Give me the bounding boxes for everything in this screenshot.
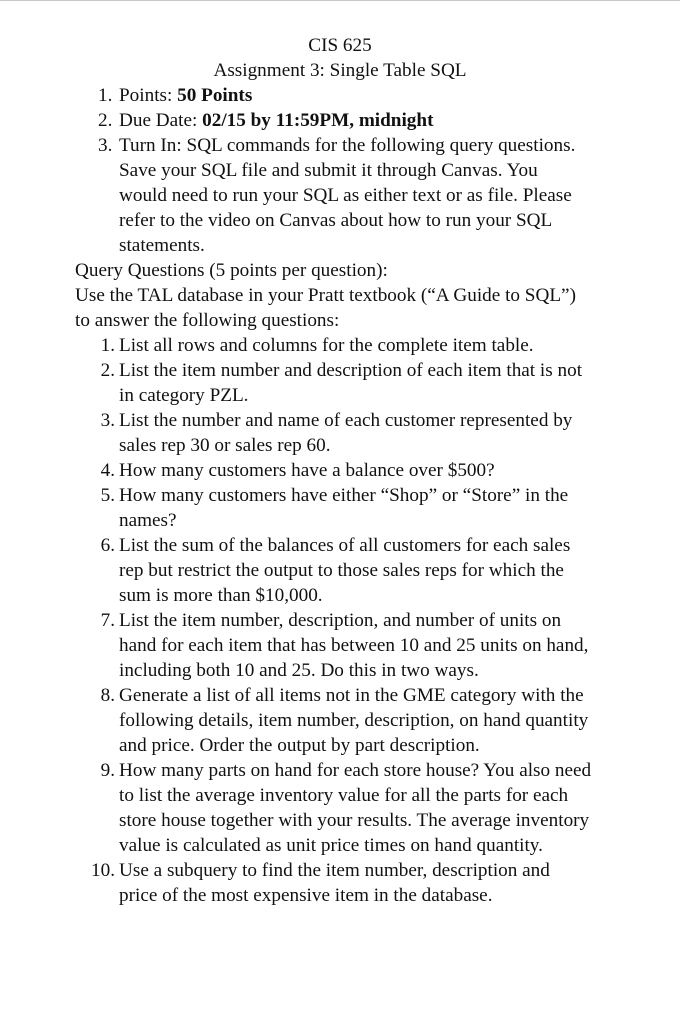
question-number: 6. [100, 535, 115, 556]
question-text: How many parts on hand for each store house? You also need to list the average inventory value for all the parts for each store house together with your results. The average inventory value is calculated as unit price times on hand quantity. [119, 760, 592, 856]
question-number: 4. [100, 460, 115, 481]
question-list [0, 333, 680, 908]
turn-in-text: SQL commands for the following query questions. Save your SQL file and submit it through Canvas. You would need to run your SQL as either text or as file. Please refer to the video on Canvas about how to run your SQL statements. [119, 135, 576, 256]
course-title: CIS 625 [308, 35, 372, 56]
question-number: 2. [100, 360, 115, 381]
question-number: 7. [100, 610, 115, 631]
assignment-title: Assignment 3: Single Table SQL [213, 60, 467, 81]
question-text: How many customers have either “Shop” or “Store” in the names? [119, 485, 569, 531]
question-item [0, 758, 680, 858]
turn-in-item: 3. Turn In: SQL commands for the following query questions. Save your SQL file and submit it through Canvas. You would need to run your SQL as either text or as file. Please refer to the video on Canvas about how to run your SQL statements. [98, 135, 576, 256]
question-number: 5. [100, 485, 115, 506]
question-item [0, 483, 680, 533]
question-item [0, 358, 680, 408]
question-item [0, 858, 680, 908]
question-number: 10. [91, 860, 115, 881]
section-intro: Use the TAL database in your Pratt textbook (“A Guide to SQL”) to answer the following questions: [75, 285, 576, 331]
question-number: 8. [100, 685, 115, 706]
question-number: 1. [100, 335, 115, 356]
question-text: List the item number, description, and number of units on hand for each item that has between 10 and 25 units on hand, including both 10 and 25. Do this in two ways. [119, 610, 589, 681]
question-text: List the number and name of each customer represented by sales rep 30 or sales rep 60. [119, 410, 573, 456]
question-item [0, 333, 680, 358]
question-item [0, 408, 680, 458]
question-text: How many customers have a balance over $500? [119, 460, 495, 481]
points-label: Points: [119, 85, 173, 106]
question-text: Use a subquery to find the item number, description and price of the most expensive item in the database. [119, 860, 550, 906]
due-date-item: 2. Due Date: 02/15 by 11:59PM, midnight [98, 110, 434, 131]
assignment-document [0, 33, 680, 908]
points-item: 1. Points: 50 Points [98, 85, 253, 106]
due-date-value: 02/15 by 11:59PM, midnight [202, 110, 434, 131]
question-text: List all rows and columns for the complete item table. [119, 335, 534, 356]
question-item [0, 608, 680, 683]
question-number: 3. [100, 410, 115, 431]
question-item [0, 458, 680, 483]
question-text: Generate a list of all items not in the GME category with the following details, item number, description, on hand quantity and price. Order the output by part description. [119, 685, 589, 756]
question-item [0, 683, 680, 758]
assignment-info-list [0, 83, 680, 258]
due-date-label: Due Date: [119, 110, 198, 131]
section-heading: Query Questions (5 points per question): [75, 260, 388, 281]
question-number: 9. [100, 760, 115, 781]
question-text: List the sum of the balances of all customers for each sales rep but restrict the output to those sales reps for which the sum is more than $10,000. [119, 535, 571, 606]
turn-in-label: Turn In: [119, 135, 182, 156]
points-value: 50 Points [177, 85, 253, 106]
question-text: List the item number and description of each item that is not in category PZL. [119, 360, 583, 406]
question-item [0, 533, 680, 608]
top-divider [0, 0, 680, 1]
